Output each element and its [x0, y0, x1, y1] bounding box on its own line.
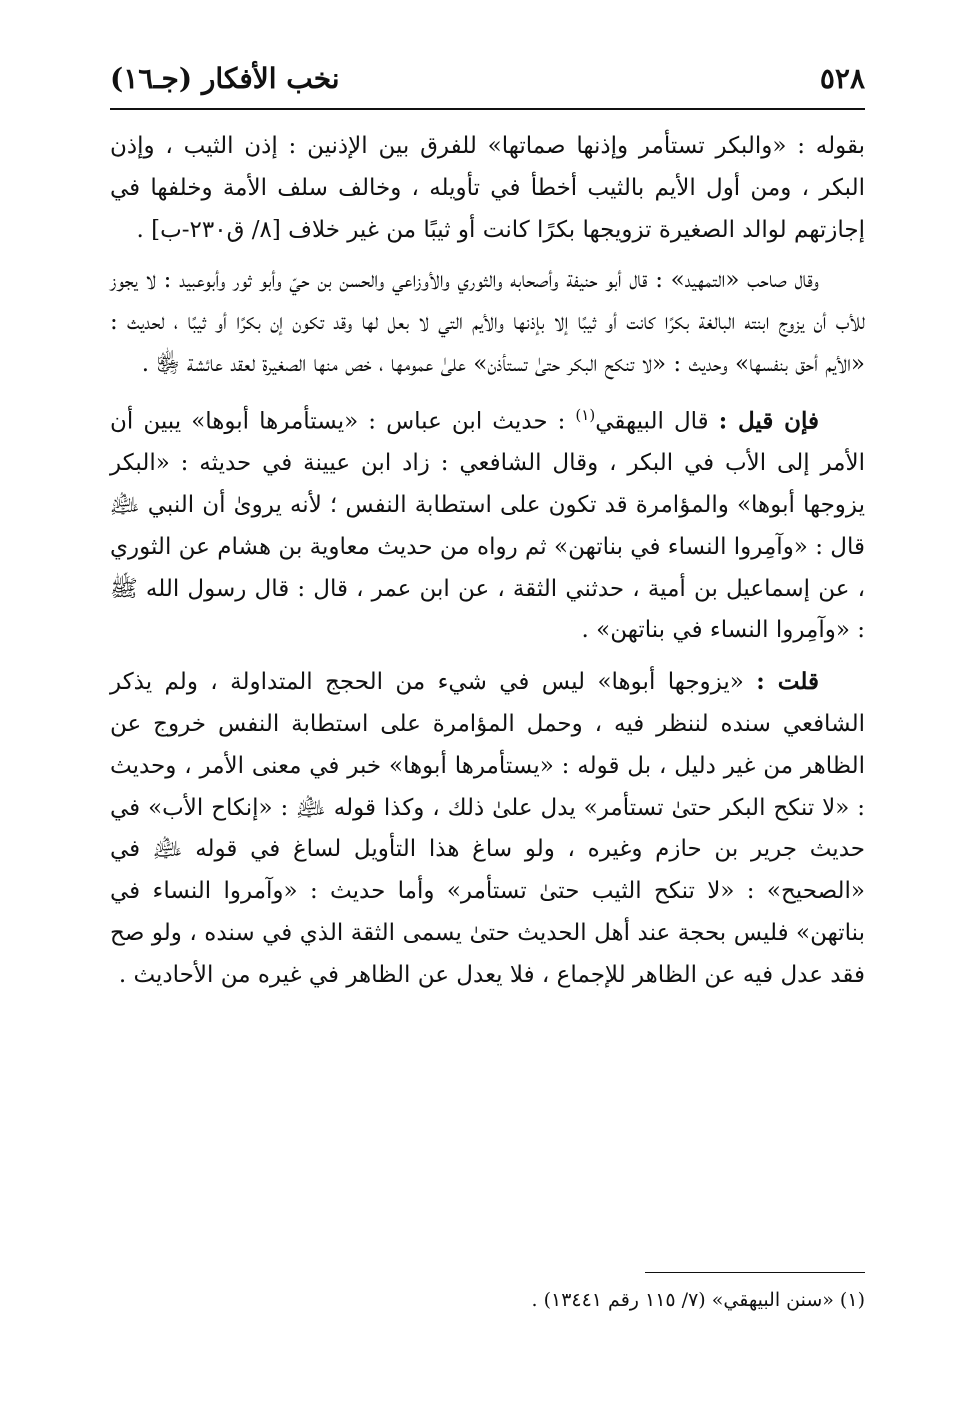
paragraph-3: [110, 395, 865, 652]
paragraph-4-text: «يزوجها أبوها» ليس في شيء من الحجج المتداولة ، ولم يذكر الشافعي سنده لننظر فيه ، وحمل المؤامرة على استطابة النفس خروج عن الظاهر من غير دليل ، بل قوله : «يستأمرها أبوها» خبر في معنى الأمر ، وحديث : «لا تنكح البكر حتىٰ تستأمر» يدل علىٰ ذلك ، وكذا قوله ﵇ : «إنكاح الأب» في حديث جرير بن حازم وغيره ، ولو ساغ هذا التأويل لساغ في قوله ﵇ في «الصحيح» : «لا تنكح الثيب حتىٰ تستأمر» وأما حديث : «وآمروا النساء في بناتهن» فليس بحجة عند أهل الحديث حتىٰ يسمى الثقة الذي في سنده ، ولو صح فقد عدل فيه عن الظاهر للإجماع ، فلا يعدل عن الظاهر في غيره من الأحاديث .: [110, 669, 865, 988]
paragraph-3-lead: فإن قيل :: [718, 407, 819, 435]
footnote-rule: [645, 1272, 865, 1273]
paragraph-2: [110, 260, 865, 385]
paragraph-2-text: وقال صاحب «التمهيد» : قال أبو حنيفة وأصحابه والثوري والأوزاعي والحسن بن حيّ وأبو ثور وأبوعبيد : لا يجوز للأب أن يزوج ابنته البالغة بكرًا كانت أو ثيبًا إلا بإذنها والأيم التي لا بعل لها وقد تكون إن بكرًا أو ثيبًا ، لحديث : «الأيم أحق بنفسها» وحديث : «لا تنكح البكر حتىٰ تستأذن» علىٰ عمومها ، خص منها الصغيرة لعقد عائشة ﵂ .: [110, 267, 865, 377]
header-rule: [110, 108, 865, 110]
page-header: [110, 58, 865, 110]
paragraph-3-text: : حديث ابن عباس : «يستأمرها أبوها» يبين أن الأمر إلى الأب في البكر ، وقال الشافعي : زاد ابن عيينة في حديثه : «البكر يزوجها أبوها» والمؤامرة قد تكون على استطابة النفس ؛ لأنه يروىٰ أن النبي ﵇ قال : «وآمِروا النساء في بناتهن» ثم رواه من حديث معاوية بن هشام عن الثوري ، عن إسماعيل بن أمية ، حدثني الثقة ، عن ابن عمر ، قال : قال رسول الله ﷺ : «وآمِروا النساء في بناتهن» .: [110, 408, 865, 644]
paragraph-1-text: بقوله : «والبكر تستأمر وإذنها صماتها» للفرق بين الإذنين : إذن الثيب ، وإذن البكر ، ومن أول الأيم بالثيب أخطأ في تأويله ، وخالف سلف الأمة وخلفها في إجازتهم لوالد الصغيرة تزويجها بكرًا كانت أو ثيبًا من غير خلاف [٨/ ق٢٣٠-ب] .: [110, 133, 865, 243]
paragraph-1: [110, 126, 865, 251]
paragraph-4: [110, 661, 865, 996]
running-title: نخب الأفكار (جـ١٦): [110, 62, 340, 95]
main-text: [110, 126, 865, 997]
page-number: ٥٢٨: [819, 62, 865, 95]
paragraph-4-lead: قلت :: [756, 668, 819, 696]
footnote: (١) «سنن البيهقي» (٧/ ١١٥ رقم ١٣٤٤١) .: [531, 1289, 865, 1311]
footnote-reference[interactable]: (١): [575, 405, 596, 424]
paragraph-3-before-mark: قال البيهقي: [595, 408, 719, 435]
